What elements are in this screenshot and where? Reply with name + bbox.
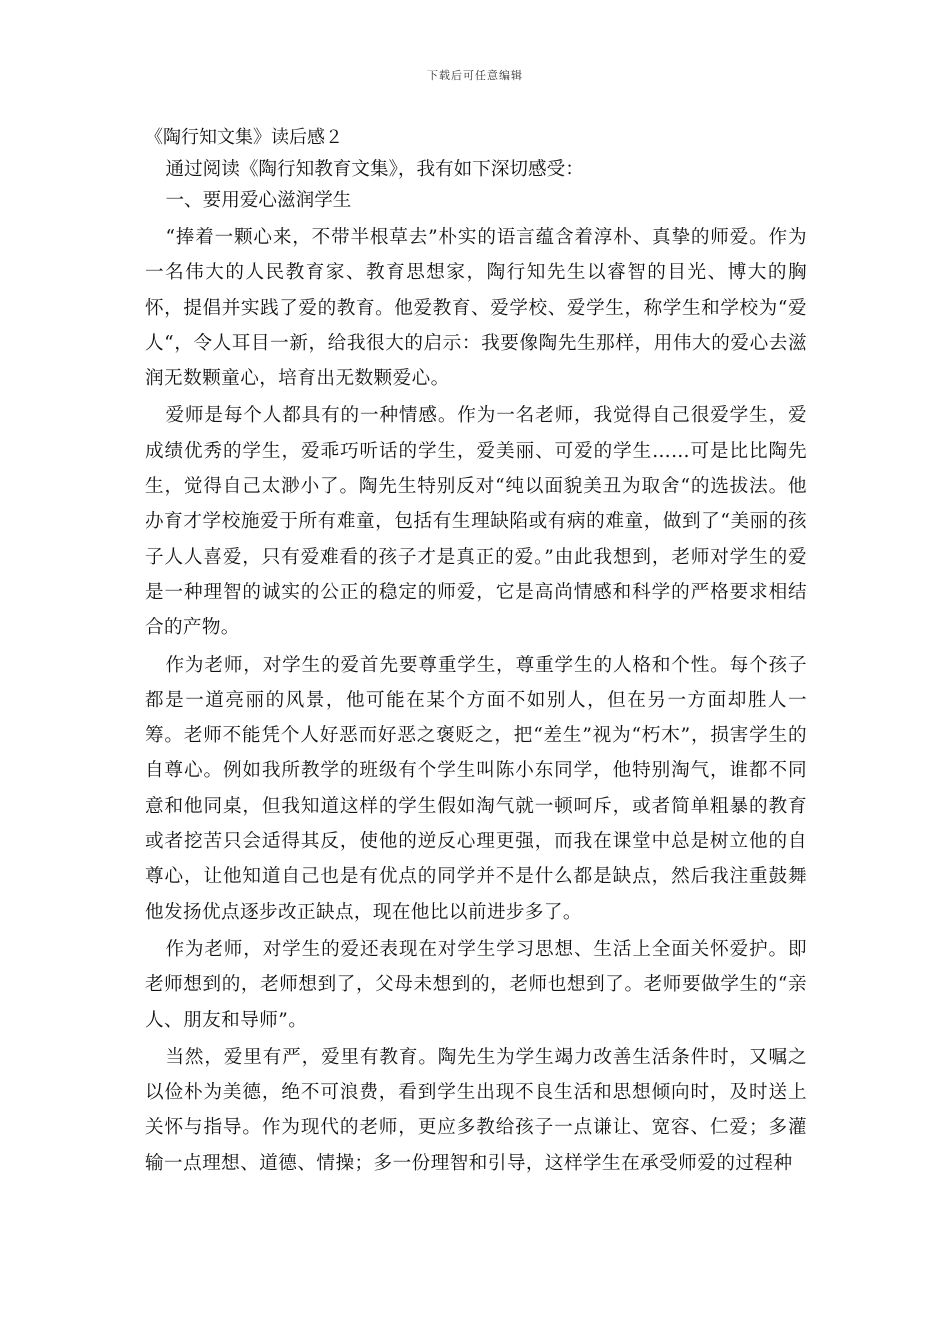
paragraph: 作为老师，对学生的爱首先要尊重学生，尊重学生的人格和个性。每个孩子都是一道亮丽的风景，他可能在某个方面不如别人，但在另一方面却胜人一筹。老师不能凭个人好恶而好恶之褒贬之，把“差生”视为“朽木”，损害学生的自尊心。例如我所教学的班级有个学生叫陈小东同学，他特别淘气，谁都不同意和他同桌，但我知道这样的学生假如淘气就一顿呵斥，或者简单粗暴的教育或者挖苦只会适得其反，使他的逆反心理更强，而我在课堂中总是树立他的自尊心，让他知道自己也是有优点的同学并不是什么都是缺点，然后我注重鼓舞他发扬优点逐步改正缺点，现在他比以前进步多了。 xyxy=(145,654,807,923)
document-title: 《陶行知文集》读后感２ xyxy=(145,127,343,148)
paragraph: 爱师是每个人都具有的一种情感。作为一名老师，我觉得自己很爱学生，爱成绩优秀的学生，爱乖巧听话的学生，爱美丽、可爱的学生……可是比比陶先生，觉得自己太渺小了。陶先生特别反对“纯以面貌美丑为取舍“的选拔法。他办育才学校施爱于所有难童，包括有生理缺陷或有病的难童，做到了“美丽的孩子人人喜爱，只有爱难看的孩子才是真正的爱。”由此我想到，老师对学生的爱是一种理智的诚实的公正的稳定的师爱，它是高尚情感和科学的严格要求相结合的产物。 xyxy=(145,405,807,639)
paragraph: 当然，爱里有严，爱里有教育。陶先生为学生竭力改善生活条件时，又嘱之以俭朴为美德，绝不可浪费，看到学生出现不良生活和思想倾向时，及时送上关怀与指导。作为现代的老师，更应多教给孩子一点谦让、宽容、仁爱；多灌输一点理想、道德、情操；多一份理智和引导，这样学生在承受师爱的过程种 xyxy=(145,1046,807,1174)
document-body xyxy=(145,122,807,1181)
header-note: 下载后可任意编辑 xyxy=(427,69,523,82)
paragraph: 作为老师，对学生的爱还表现在对学生学习思想、生活上全面关怀爱护。即老师想到的，老师想到了，父母未想到的，老师也想到了。老师要做学生的“亲人、朋友和导师”。 xyxy=(145,938,807,1031)
paragraph: “捧着一颗心来，不带半根草去”朴实的语言蕴含着淳朴、真挚的师爱。作为一名伟大的人民教育家、教育思想家，陶行知先生以睿智的目光、博大的胸怀，提倡并实践了爱的教育。他爱教育、爱学校、爱学生，称学生和学校为“爱人“，令人耳目一新，给我很大的启示：我要像陶先生那样，用伟大的爱心去滋润无数颗童心，培育出无数颗爱心。 xyxy=(145,227,807,390)
section-heading: 一、要用爱心滋润学生 xyxy=(165,190,352,211)
intro-line: 通过阅读《陶行知教育文集》，我有如下深切感受： xyxy=(165,159,584,180)
